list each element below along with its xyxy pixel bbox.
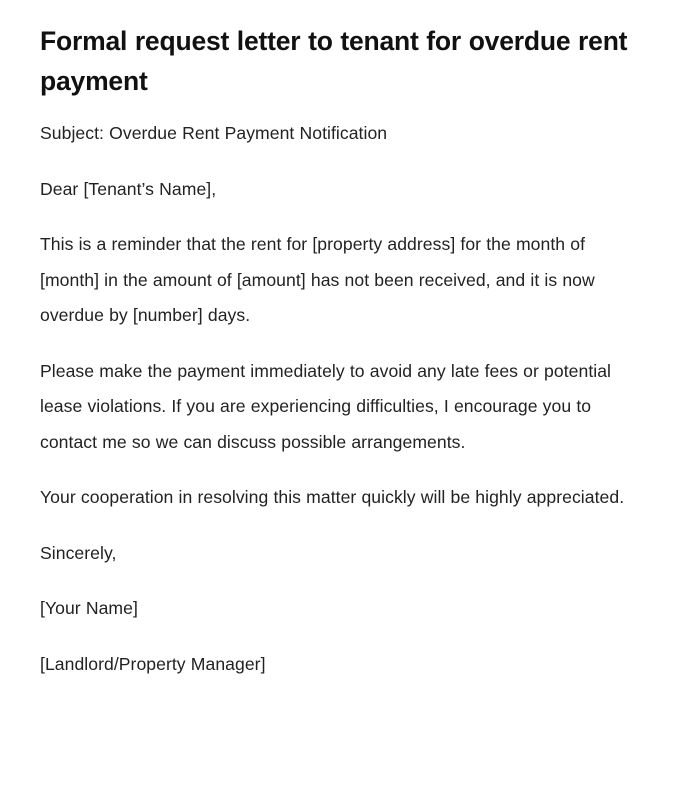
salutation: Dear [Tenant’s Name], bbox=[40, 178, 217, 199]
signature-role: [Landlord/Property Manager] bbox=[40, 653, 266, 674]
body-paragraph-3: Your cooperation in resolving this matter quickly will be highly appreciated. bbox=[40, 487, 625, 507]
signature-name: [Your Name] bbox=[40, 598, 138, 618]
body-paragraph-2: Please make the payment immediately to avoid any late fees or potential lease violations. If you are experiencing difficulties, I encourage you to contact me so we can discuss possible arrangements. bbox=[40, 360, 612, 452]
letter-body bbox=[40, 101, 642, 682]
closing-line: Sincerely, bbox=[40, 542, 117, 563]
page-title: Formal request letter to tenant for overdue rent payment bbox=[40, 26, 628, 96]
subject-line: Subject: Overdue Rent Payment Notification bbox=[40, 123, 388, 143]
letter-container bbox=[40, 0, 642, 682]
body-paragraph-1: This is a reminder that the rent for [property address] for the month of [month] in the amount of [amount] has not been received, and it is now overdue by [number] days. bbox=[40, 234, 595, 325]
